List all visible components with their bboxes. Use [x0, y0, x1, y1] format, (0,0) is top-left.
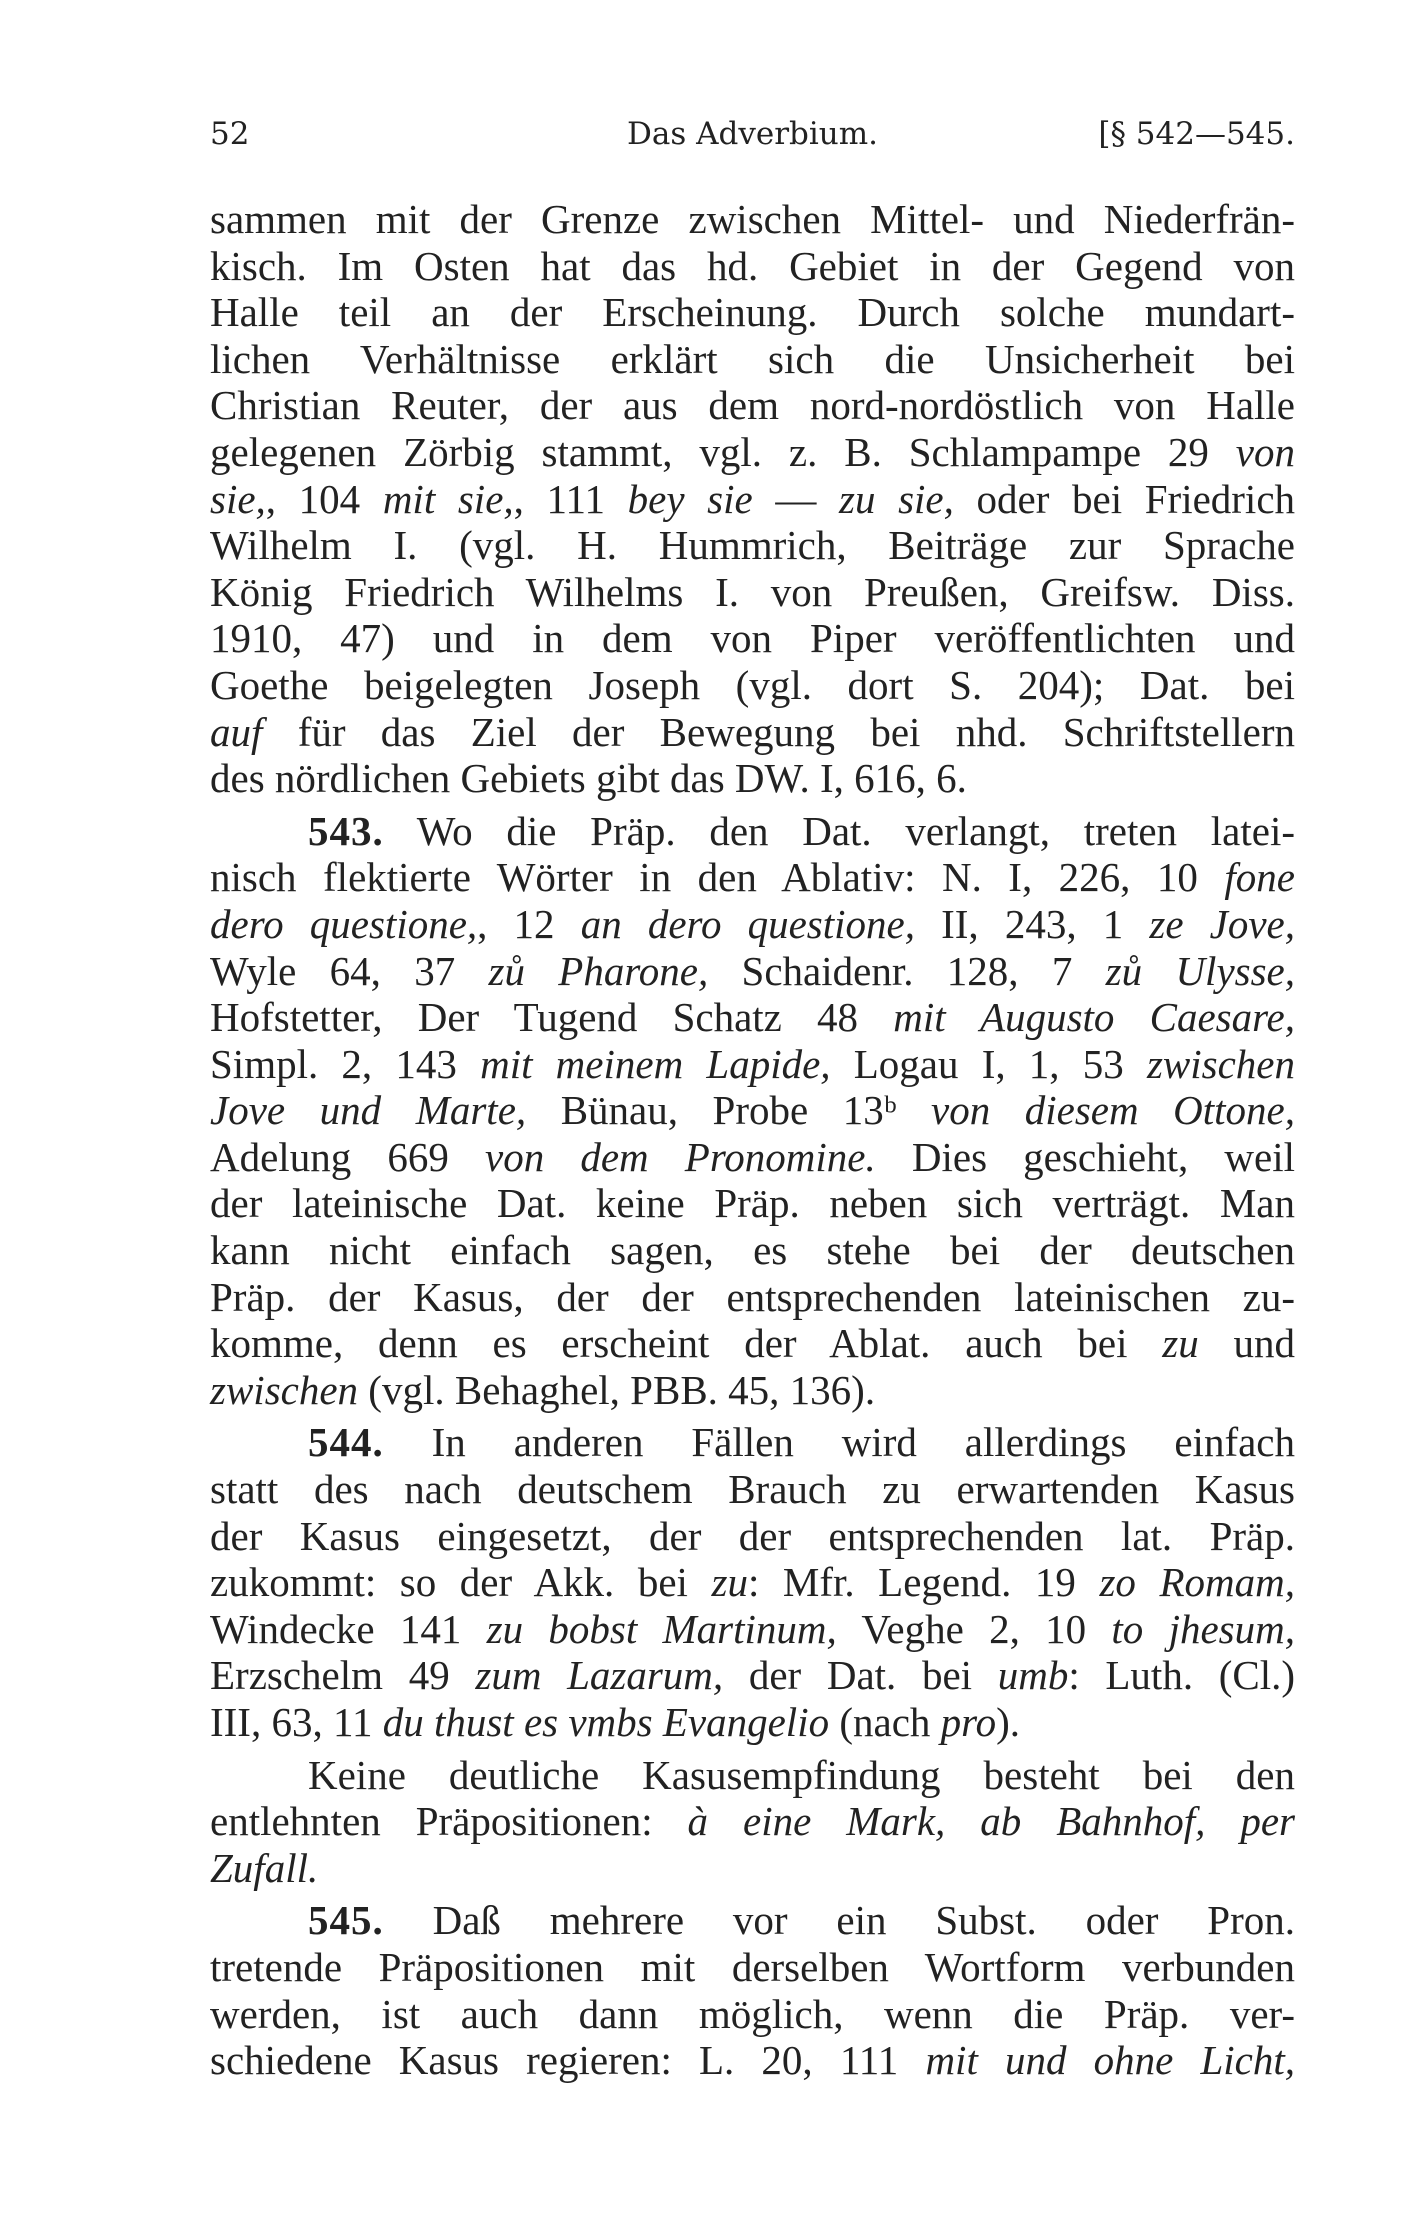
italic-text: pro [940, 1699, 997, 1745]
text-run: ). [996, 1699, 1020, 1745]
text-run: : Mfr. Legend. 19 [747, 1559, 1100, 1606]
text-line [210, 1606, 1295, 1653]
text-run: , 104 [265, 475, 383, 522]
text-run: Wyle 64, 37 [210, 947, 489, 994]
italic-text: to jhesum, [1111, 1605, 1295, 1652]
text-run: komme, denn es erscheint der Ablat. auch bei [210, 1320, 1163, 1367]
italic-text: ab Bahnhof, [980, 1798, 1206, 1845]
text-line: tretende Präpositionen mit derselben Wortform verbunden [210, 1943, 1295, 1990]
text-run: der Dat. bei [723, 1652, 998, 1699]
text-line [210, 1559, 1295, 1606]
text-run: gelegenen Zörbig stammt, vgl. z. B. Schlampampe 29 [210, 428, 1236, 475]
italic-text: von [1235, 428, 1295, 475]
text-run: Bünau, Probe 13ᵇ [526, 1087, 932, 1134]
section-number: 544. [308, 1419, 384, 1466]
italic-text: per [1240, 1798, 1295, 1845]
text-run: — [752, 475, 839, 522]
text-line [210, 1367, 1295, 1414]
text-line: Goethe beigelegten Joseph (vgl. dort S. 204); Dat. bei [210, 661, 1295, 708]
text-run: (nach [829, 1699, 941, 1745]
text-line: kann nicht einfach sagen, es stehe bei der deutschen [210, 1227, 1295, 1274]
page-header [210, 108, 1295, 152]
italic-text: Zufall. [210, 1844, 319, 1891]
text-line: Wilhelm I. (vgl. H. Hummrich, Beiträge zur Sprache [210, 522, 1295, 569]
italic-text: à eine Mark, [687, 1798, 946, 1845]
italic-text: zwischen [1146, 1040, 1295, 1087]
text-run: , 111 [513, 475, 628, 522]
italic-text: auf [210, 708, 263, 755]
italic-text: zum Lazarum, [475, 1652, 724, 1699]
text-run: Windecke 141 [210, 1605, 487, 1652]
text-line: des nördlichen Gebiets gibt das DW. I, 616, 6. [210, 755, 967, 802]
text-run: : Luth. (Cl.) [1068, 1652, 1296, 1699]
text-run: III, 63, 11 [210, 1699, 383, 1745]
text-run: Schaidenr. 128, 7 [708, 947, 1106, 994]
text-line: König Friedrich Wilhelms I. von Preußen, Greifsw. Diss. [210, 568, 1295, 615]
italic-text: zu [1162, 1320, 1199, 1367]
text-line: statt des nach deutschem Brauch zu erwartenden Kasus [210, 1466, 1295, 1513]
text-line [210, 429, 1295, 476]
text-line: 1910, 47) und in dem von Piper veröffentlichten und [210, 615, 1295, 662]
text-line [210, 709, 1295, 756]
running-title: Das Adverbium. [627, 116, 878, 152]
text-line [210, 476, 1295, 523]
paragraph-545 [210, 1897, 1295, 1944]
italic-text: zo Romam, [1099, 1559, 1295, 1606]
text-run: Simpl. 2, 143 [210, 1040, 481, 1087]
book-page [210, 108, 1295, 2084]
text-run: , 12 [477, 900, 581, 947]
text-run: In anderen Fällen wird allerdings einfach [431, 1419, 1295, 1466]
page-number: 52 [210, 116, 250, 152]
italic-text: fone [1224, 854, 1295, 901]
text-line [210, 2037, 1295, 2084]
text-line: Christian Reuter, der aus dem nord-nordöstlich von Halle [210, 382, 1295, 429]
text-line [210, 1699, 1295, 1746]
text-line [210, 994, 1295, 1041]
text-run: für das Ziel der Bewegung bei nhd. Schriftstellern [262, 708, 1295, 755]
text-run: Daß mehrere vor ein Subst. oder Pron. [432, 1897, 1296, 1944]
text-line [210, 1134, 1295, 1181]
italic-text: du thust es vmbs Evangelio [382, 1699, 830, 1745]
text-run: Veghe 2, 10 [836, 1605, 1112, 1652]
italic-text: mit Augusto Caesare, [893, 994, 1295, 1041]
text-line: Halle teil an der Erscheinung. Durch solche mundart- [210, 289, 1295, 336]
italic-text: Jove und Marte, [210, 1087, 527, 1134]
page-body [210, 196, 1295, 2084]
text-line: lichen Verhältnisse erklärt sich die Unsicherheit bei [210, 335, 1295, 382]
text-line [210, 1087, 1295, 1134]
text-line: werden, ist auch dann möglich, wenn die Präp. ver- [210, 1990, 1295, 2037]
italic-text: zu bobst Martinum, [486, 1605, 837, 1652]
italic-text: von dem Pronomine. [485, 1133, 876, 1180]
text-line [210, 1845, 1295, 1892]
text-run: nisch flektierte Wörter in den Ablativ: N. I, 226, 10 [210, 854, 1225, 901]
text-run: schiedene Kasus regieren: L. 20, 111 [210, 2037, 926, 2084]
text-line: sammen mit der Grenze zwischen Mittel- und Niederfrän- [210, 196, 1295, 242]
text-run: Logau I, 1, 53 [830, 1040, 1147, 1087]
section-range: [§ 542—545. [1098, 116, 1295, 152]
italic-text: bey sie [627, 475, 753, 522]
text-run [945, 1798, 980, 1844]
text-line: der lateinische Dat. keine Präp. neben sich verträgt. Man [210, 1180, 1295, 1227]
text-run: Hofstetter, Der Tugend Schatz 48 [210, 994, 894, 1041]
text-run: Dies geschieht, weil [875, 1133, 1295, 1180]
text-line [210, 1041, 1295, 1088]
text-line [210, 1320, 1295, 1367]
text-line [210, 948, 1295, 995]
text-run: oder bei Friedrich [953, 475, 1296, 522]
italic-text: zwischen [210, 1366, 359, 1413]
italic-text: mit meinem Lapide, [480, 1040, 831, 1087]
italic-text: sie, [210, 475, 266, 522]
italic-text: zu [711, 1559, 748, 1606]
text-run [1205, 1798, 1240, 1844]
text-run: und [1198, 1320, 1296, 1367]
paragraph-543 [210, 808, 1295, 855]
italic-text: umb [997, 1652, 1069, 1699]
paragraph-544 [210, 1419, 1295, 1466]
text-run: Wo die Präp. den Dat. verlangt, treten latei- [416, 807, 1295, 854]
text-line: Keine deutliche Kasusempfindung besteht bei den [308, 1751, 1295, 1798]
text-line: der Kasus eingesetzt, der der entsprechenden lat. Präp. [210, 1512, 1295, 1559]
italic-text: mit und ohne Licht, [925, 2037, 1296, 2084]
text-line [210, 854, 1295, 901]
text-run: entlehnten Präpositionen: [210, 1798, 688, 1845]
text-line [210, 1652, 1295, 1699]
italic-text: zů Ulysse, [1105, 947, 1295, 994]
italic-text: zů Pharone, [488, 947, 709, 994]
italic-text: zu sie, [839, 475, 954, 522]
text-run: II, 243, 1 [914, 900, 1150, 947]
text-run: (vgl. Behaghel, PBB. 45, 136). [358, 1366, 876, 1413]
text-run: Adelung 669 [210, 1133, 485, 1180]
italic-text: von diesem Ottone, [931, 1087, 1296, 1134]
section-number: 543. [308, 807, 384, 854]
text-run: Erzschelm 49 [210, 1652, 476, 1699]
text-line: Präp. der Kasus, der der entsprechenden lateinischen zu- [210, 1273, 1295, 1320]
text-line [210, 1798, 1295, 1845]
italic-text: an dero questione, [580, 900, 915, 947]
italic-text: mit sie, [382, 475, 514, 522]
text-run: zukommt: so der Akk. bei [210, 1559, 712, 1606]
italic-text: dero questione, [210, 900, 478, 947]
section-number: 545. [308, 1897, 384, 1944]
text-line [210, 901, 1295, 948]
text-line: kisch. Im Osten hat das hd. Gebiet in der Gegend von [210, 242, 1295, 289]
italic-text: ze Jove, [1149, 900, 1295, 947]
